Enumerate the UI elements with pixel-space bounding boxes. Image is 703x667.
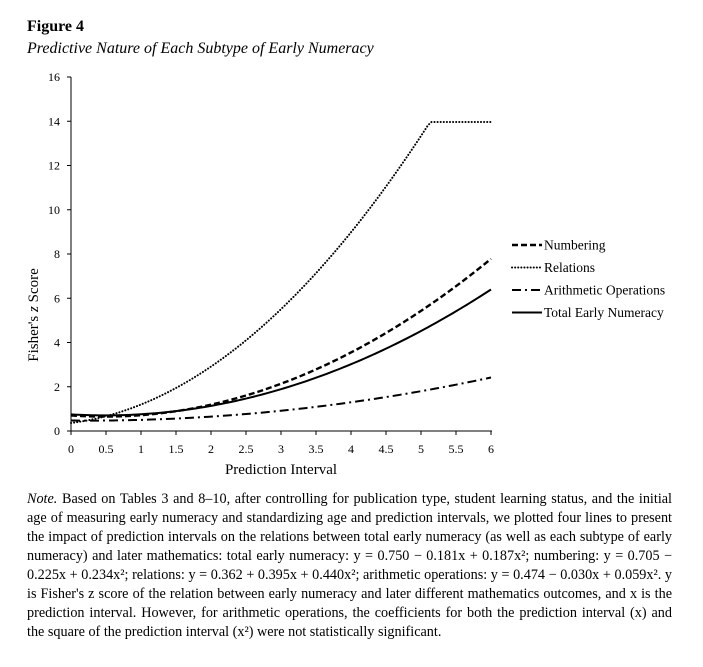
x-tick-label: 3.5 <box>308 442 324 456</box>
y-tick-label: 8 <box>54 247 60 261</box>
series-line-relations <box>71 122 491 423</box>
x-tick-label: 2.5 <box>238 442 254 456</box>
y-axis-label: Fisher's z Score <box>26 268 42 362</box>
x-axis-ticks <box>68 431 494 456</box>
y-tick-label: 2 <box>54 379 60 394</box>
y-tick-label: 10 <box>48 202 60 217</box>
chart-legend <box>512 238 665 321</box>
x-tick-label: 5.5 <box>448 442 464 456</box>
x-tick-label: 3 <box>278 442 284 456</box>
x-tick-label: 1 <box>138 442 144 456</box>
x-tick-label: 0 <box>68 442 74 456</box>
y-tick-label: 12 <box>48 158 60 173</box>
series-line-total-early-numeracy <box>71 289 491 415</box>
figure-label: Figure 4 <box>27 18 85 35</box>
legend-label: Numbering <box>544 237 606 253</box>
y-tick-label: 4 <box>54 335 60 350</box>
y-tick-label: 14 <box>48 114 60 129</box>
x-tick-label: 0.5 <box>98 442 114 456</box>
legend-label: Arithmetic Operations <box>544 282 666 298</box>
line-chart <box>0 60 703 480</box>
x-tick-label: 1.5 <box>168 442 184 456</box>
y-tick-label: 0 <box>54 424 60 438</box>
y-axis-ticks <box>48 70 71 438</box>
legend-label: Total Early Numeracy <box>544 305 664 320</box>
x-tick-label: 6 <box>488 442 494 456</box>
note-text: Based on Tables 3 and 8–10, after controlling for publication type, student learning status, and the initial age of measuring early numeracy and standardizing age and prediction intervals, we plotted four lines to present the impact of prediction intervals on the relations between total early numeracy (as well as each subtype of early numeracy) and later mathematics: total early numeracy: y = 0.750 − 0.181x + 0.187x²; numbering: y = 0.705 − 0.225x + 0.234x²; relations: y = 0.362 + 0.395x + 0.440x²; arithmetic operations: y = 0.474 − 0.030x + 0.059x². y is Fisher's z score of the relation between early numeracy and later different mathematics outcomes, and x is the prediction interval. However, for arithmetic operations, the coefficients for both the prediction interval (x) and the square of the prediction interval (x²) were not statistically significant. <box>27 491 672 640</box>
x-axis-label: Prediction Interval <box>224 462 338 478</box>
figure-note <box>27 490 672 642</box>
note-label: Note. <box>27 491 58 507</box>
legend-label: Relations <box>544 260 595 275</box>
x-tick-label: 4.5 <box>378 442 394 456</box>
chart-axes <box>71 77 492 432</box>
y-tick-label: 16 <box>48 70 60 84</box>
y-tick-label: 6 <box>54 291 60 306</box>
figure-title: Predictive Nature of Each Subtype of Early Numeracy <box>27 40 374 57</box>
x-tick-label: 4 <box>348 442 354 456</box>
series-line-numbering <box>71 259 491 417</box>
x-tick-label: 2 <box>208 442 214 456</box>
chart-series <box>71 122 491 423</box>
x-tick-label: 5 <box>418 442 424 456</box>
